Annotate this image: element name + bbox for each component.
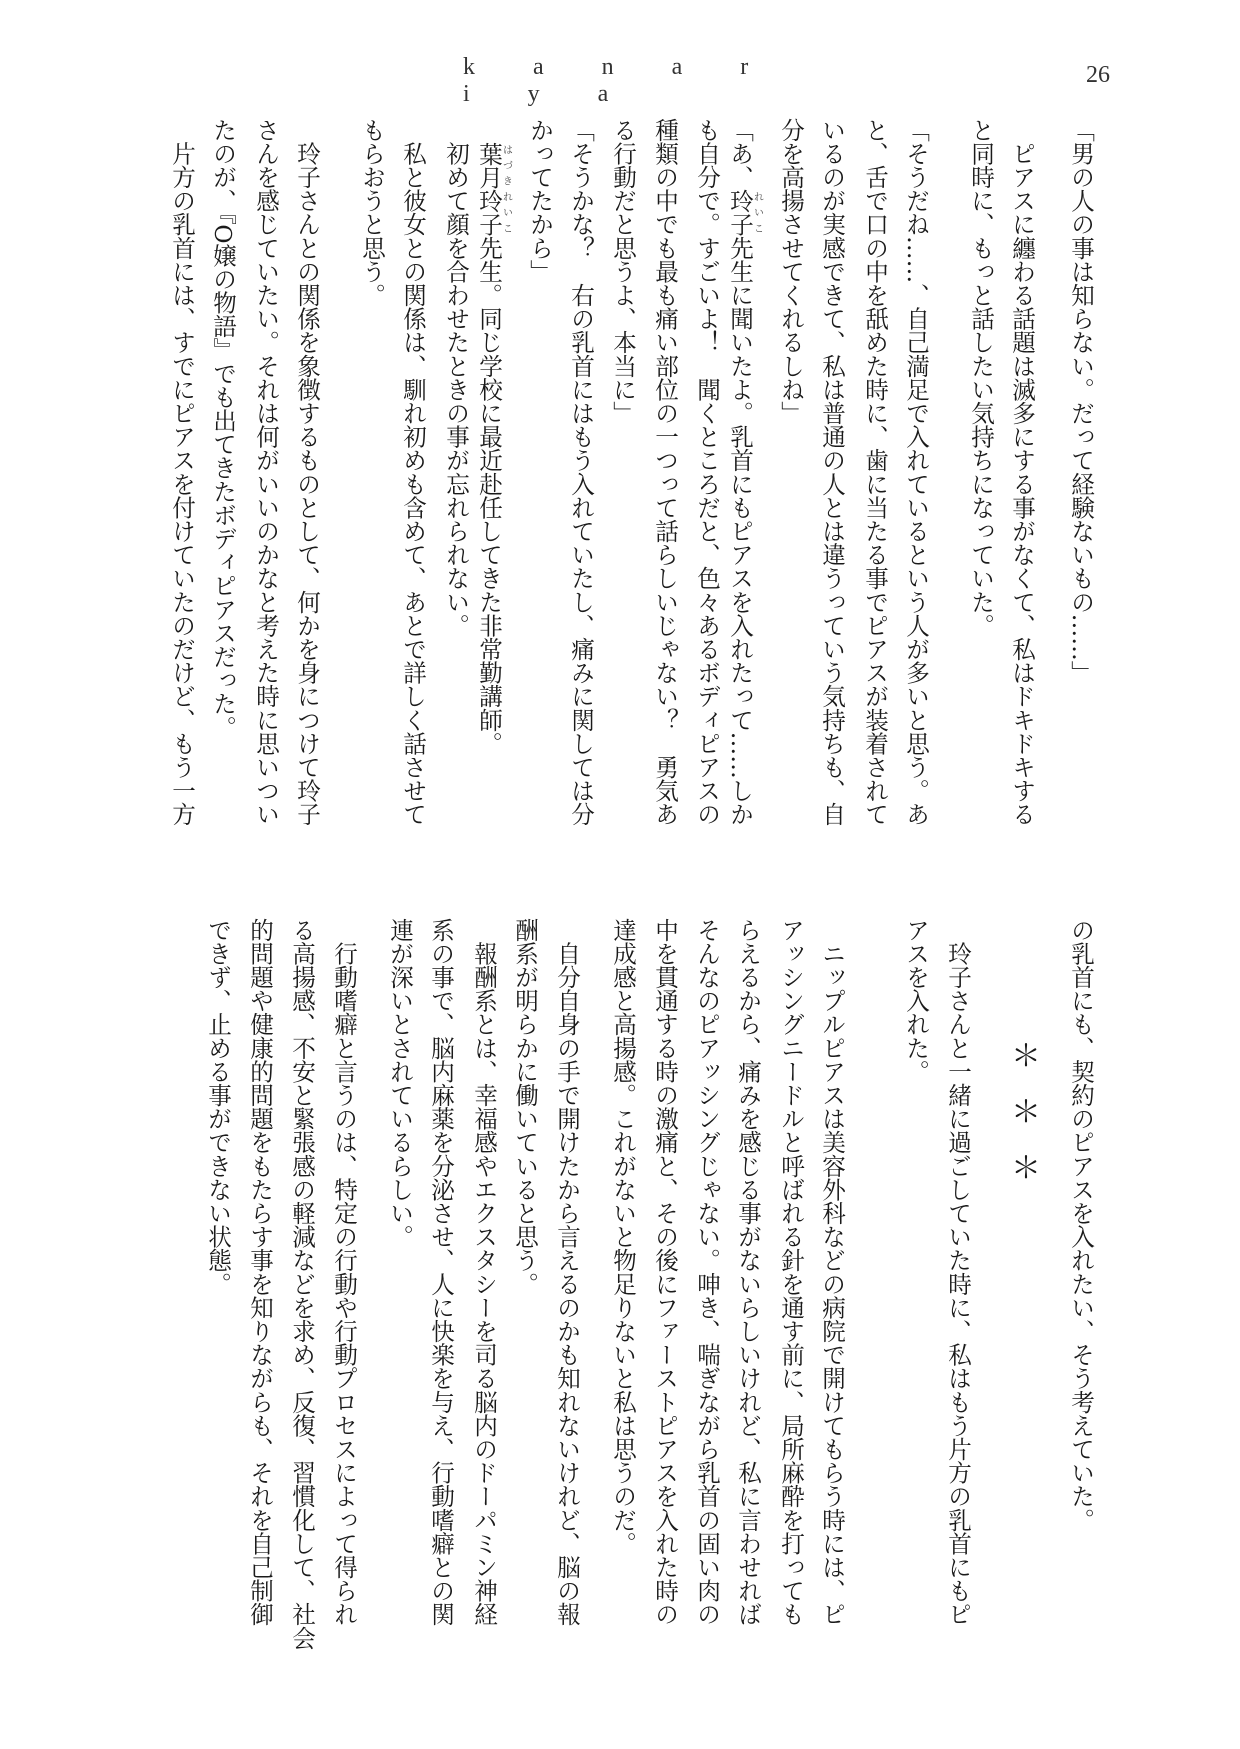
ruby-reading: れいこ — [751, 188, 763, 236]
bottom-block-text-column — [1005, 918, 1040, 1208]
text-run: 玲子さんとの関係を象徴するものとして、何かを身につけて玲子 — [293, 118, 321, 826]
text-run: 玲子さんと一緒に過ごしていた時に、私はもう片方の乳首にもピ — [944, 918, 972, 1626]
bottom-block-text-column — [944, 918, 972, 1626]
top-block-text-column — [252, 118, 280, 826]
text-run: 報酬系とは、幸福感やエクスタシーを司る脳内のドーパミン神経 — [470, 918, 498, 1626]
text-run: さんを感じていたい。それは何がいいのかなと考えた時に思いつい — [252, 118, 280, 826]
bottom-block-text-column — [693, 918, 721, 1626]
text-run: 先生。同じ学校に最近赴任してきた非常勤講師。 — [475, 236, 503, 756]
bottom-block-text-column — [902, 918, 930, 1083]
bottom-block-text-column — [1067, 918, 1095, 1532]
text-run: 片方の乳首には、すでにピアスを付けていたのだけど、もう一方 — [168, 118, 196, 826]
top-block-text-column — [293, 118, 321, 826]
bottom-block-text-column — [330, 918, 358, 1626]
bottom-block-text-column — [246, 918, 274, 1626]
top-block-text-column — [168, 118, 196, 826]
ruby-name: 葉月玲子はづきれいこ — [475, 141, 512, 237]
text-run: たのが、『O嬢の物語』でも出てきたボディピアスだった。 — [209, 118, 237, 740]
text-run: もらおうと思う。 — [358, 118, 386, 307]
text-run: 分を高揚させてくれるしね」 — [777, 118, 805, 425]
bottom-block-text-column — [511, 918, 539, 1296]
top-block-text-column — [651, 118, 679, 826]
text-run: る高揚感、不安と緊張感の軽減などを求め、反復、習慣化して、社会 — [288, 918, 316, 1650]
running-header: k a n a r i y a — [463, 54, 775, 107]
text-run: 「そうだね……、自己満足で入れているという人が多いと思う。あ — [902, 118, 930, 826]
text-run: アッシングニードルと呼ばれる針を通す前に、局所麻酔を打っても — [777, 918, 805, 1626]
top-block-text-column — [902, 118, 930, 826]
top-block-text-column — [567, 118, 595, 826]
text-run: る行動だと思うよ、本当に」 — [609, 118, 637, 425]
text-run: と、舌で口の中を舐めた時に、歯に当たる事でピアスが装着されて — [861, 118, 889, 826]
bottom-block-text-column — [734, 918, 762, 1626]
text-run: いるのが実感できて、私は普通の人とは違うっていう気持ちも、自 — [818, 118, 846, 826]
ruby-name: 玲子れいこ — [726, 188, 763, 237]
text-run: 達成感と高揚感。これがないと物足りないと私は思うのだ。 — [609, 918, 637, 1556]
top-block-text-column — [399, 118, 427, 826]
page-number: 26 — [1086, 62, 1110, 88]
text-run: かってたから」 — [526, 118, 554, 284]
top-block-text-column — [818, 118, 846, 826]
top-block-text-column — [693, 118, 721, 826]
top-block-text-column — [609, 118, 637, 425]
text-run: らえるから、痛みを感じる事がないらしいけれど、私に言わせれば — [734, 918, 762, 1626]
bottom-block-text-column — [553, 918, 581, 1626]
bottom-block-text-column — [818, 918, 846, 1626]
top-block-text-column — [1067, 118, 1095, 684]
top-block-text-column — [1008, 118, 1036, 826]
top-block-text-column — [526, 118, 554, 283]
bottom-block-text-column — [777, 918, 805, 1626]
text-run: そんなのピアッシングじゃない。呻き、喘ぎながら乳首の固い肉の — [693, 918, 721, 1626]
text-run: 種類の中でも最も痛い部位の一つって話らしいじゃない？ 勇気あ — [651, 118, 679, 826]
text-run — [475, 118, 503, 142]
top-block-text-column — [777, 118, 805, 425]
top-block-text-column — [442, 118, 470, 637]
top-block-text-column — [726, 118, 763, 827]
text-run: 酬系が明らかに働いていると思う。 — [511, 918, 539, 1296]
bottom-block-text-column — [288, 918, 316, 1650]
text-run: 「あ、 — [726, 118, 754, 189]
text-run: アスを入れた。 — [902, 918, 930, 1084]
text-run: できず、止める事ができない状態。 — [204, 918, 232, 1296]
bottom-block-text-column — [470, 918, 498, 1626]
text-run: と同時に、もっと話したい気持ちになっていた。 — [967, 118, 995, 638]
bottom-block-text-column — [427, 918, 455, 1626]
text-run: ニップルピアスは美容外科などの病院で開けてもらう時には、ピ — [818, 918, 846, 1626]
top-block-text-column — [967, 118, 995, 637]
bottom-block-text-column — [204, 918, 232, 1296]
text-run: ＊＊＊ — [1005, 928, 1040, 1208]
text-run: の乳首にも、契約のピアスを入れたい、そう考えていた。 — [1067, 918, 1095, 1532]
text-run: 先生に聞いたよ。乳首にもピアスを入れたって……しか — [726, 236, 754, 827]
text-run: 初めて顔を合わせたときの事が忘れられない。 — [442, 118, 470, 638]
text-run: 「男の人の事は知らない。だって経験ないもの……」 — [1067, 118, 1095, 685]
top-block-text-column — [475, 118, 512, 756]
text-run: 行動嗜癖と言うのは、特定の行動や行動プロセスによって得られ — [330, 918, 358, 1626]
text-run: 連が深いとされているらしい。 — [386, 918, 414, 1249]
text-run: 私と彼女との関係は、馴れ初めも含めて、あとで詳しく話させて — [399, 118, 427, 826]
bottom-block-text-column — [651, 918, 679, 1626]
bottom-block-text-column — [609, 918, 637, 1555]
top-block-text-column — [861, 118, 889, 826]
ruby-reading: はづきれいこ — [500, 141, 512, 236]
text-run: 自分自身の手で開けたから言えるのかも知れないけれど、脳の報 — [553, 918, 581, 1626]
top-block-text-column — [358, 118, 386, 307]
bottom-block-text-column — [386, 918, 414, 1248]
text-run: 「そうかな？ 右の乳首にはもう入れていたし、痛みに関しては分 — [567, 118, 595, 826]
text-run: 中を貫通する時の激痛と、その後にファーストピアスを入れた時の — [651, 918, 679, 1626]
text-run: も自分で。すごいよ！ 聞くところだと、色々あるボディピアスの — [693, 118, 721, 826]
text-run: 系の事で、脳内麻薬を分泌させ、人に快楽を与え、行動嗜癖との関 — [427, 918, 455, 1626]
text-run: ピアスに纏わる話題は滅多にする事がなくて、私はドキドキする — [1008, 118, 1036, 826]
text-run: 的問題や健康的問題をもたらす事を知りながらも、それを自己制御 — [246, 918, 274, 1626]
top-block-text-column — [209, 118, 237, 739]
